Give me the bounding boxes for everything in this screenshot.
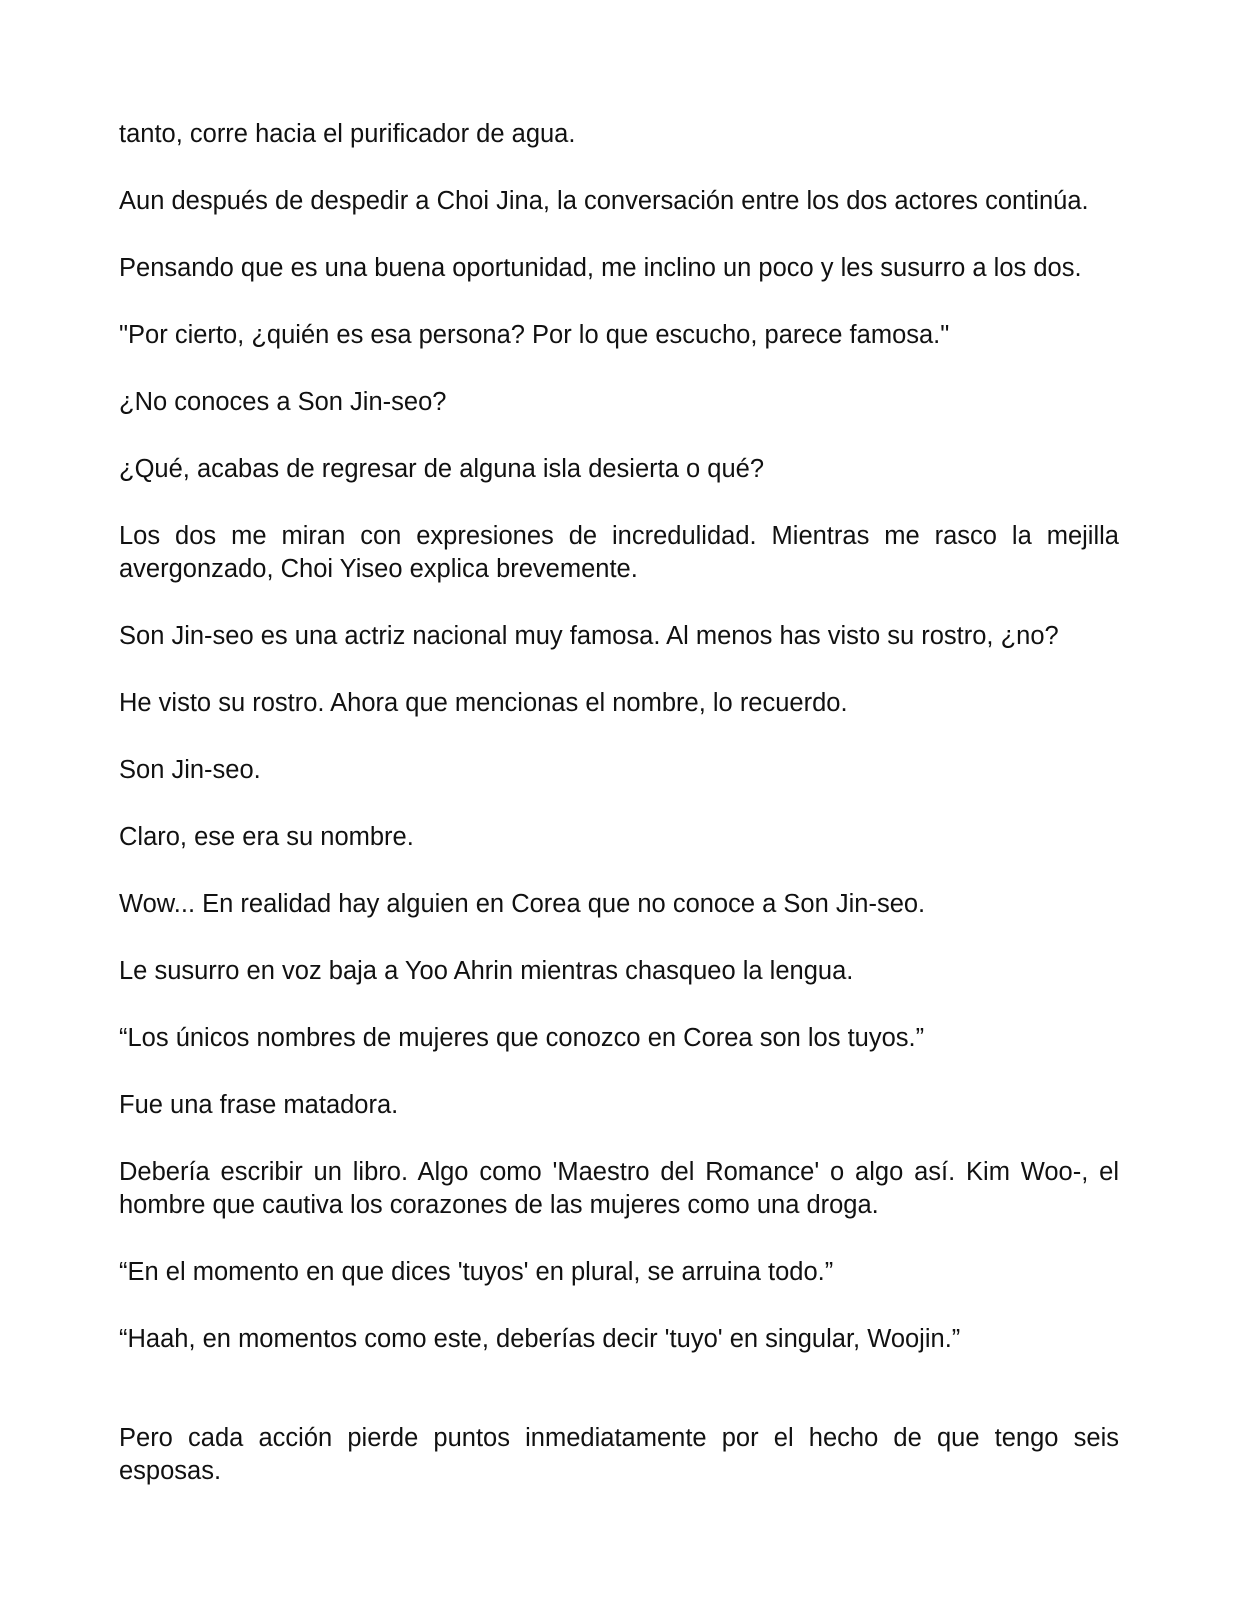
paragraph: ¿Qué, acabas de regresar de alguna isla desierta o qué? — [119, 455, 764, 483]
paragraph: ¿No conoces a Son Jin-seo? — [119, 388, 447, 416]
paragraph: Le susurro en voz baja a Yoo Ahrin mientras chasqueo la lengua. — [119, 957, 854, 985]
paragraph: Claro, ese era su nombre. — [119, 823, 414, 851]
paragraph: Pensando que es una buena oportunidad, me inclino un poco y les susurro a los dos. — [119, 254, 1082, 282]
paragraph: Son Jin-seo es una actriz nacional muy famosa. Al menos has visto su rostro, ¿no? — [119, 622, 1059, 650]
paragraph: “En el momento en que dices 'tuyos' en plural, se arruina todo.” — [119, 1258, 834, 1286]
paragraph: Pero cada acción pierde puntos inmediatamente por el hecho de que tengo seis esposas. — [119, 1424, 1119, 1485]
paragraph: "Por cierto, ¿quién es esa persona? Por lo que escucho, parece famosa." — [119, 321, 950, 349]
paragraph: Aun después de despedir a Choi Jina, la conversación entre los dos actores continúa. — [119, 187, 1089, 215]
paragraph: tanto, corre hacia el purificador de agua. — [119, 120, 576, 148]
paragraph: Son Jin-seo. — [119, 756, 261, 784]
paragraph: Fue una frase matadora. — [119, 1091, 399, 1119]
paragraph: He visto su rostro. Ahora que mencionas el nombre, lo recuerdo. — [119, 689, 848, 717]
paragraph: “Haah, en momentos como este, deberías decir 'tuyo' en singular, Woojin.” — [119, 1325, 961, 1353]
paragraph: Debería escribir un libro. Algo como 'Maestro del Romance' o algo así. Kim Woo-, el hombre que cautiva los corazones de las mujeres como una droga. — [119, 1158, 1119, 1219]
body-text — [119, 118, 1119, 1488]
paragraph: Los dos me miran con expresiones de incredulidad. Mientras me rasco la mejilla avergonzado, Choi Yiseo explica brevemente. — [119, 522, 1119, 583]
paragraph: “Los únicos nombres de mujeres que conozco en Corea son los tuyos.” — [119, 1024, 925, 1052]
paragraph: Wow... En realidad hay alguien en Corea que no conoce a Son Jin-seo. — [119, 890, 926, 918]
